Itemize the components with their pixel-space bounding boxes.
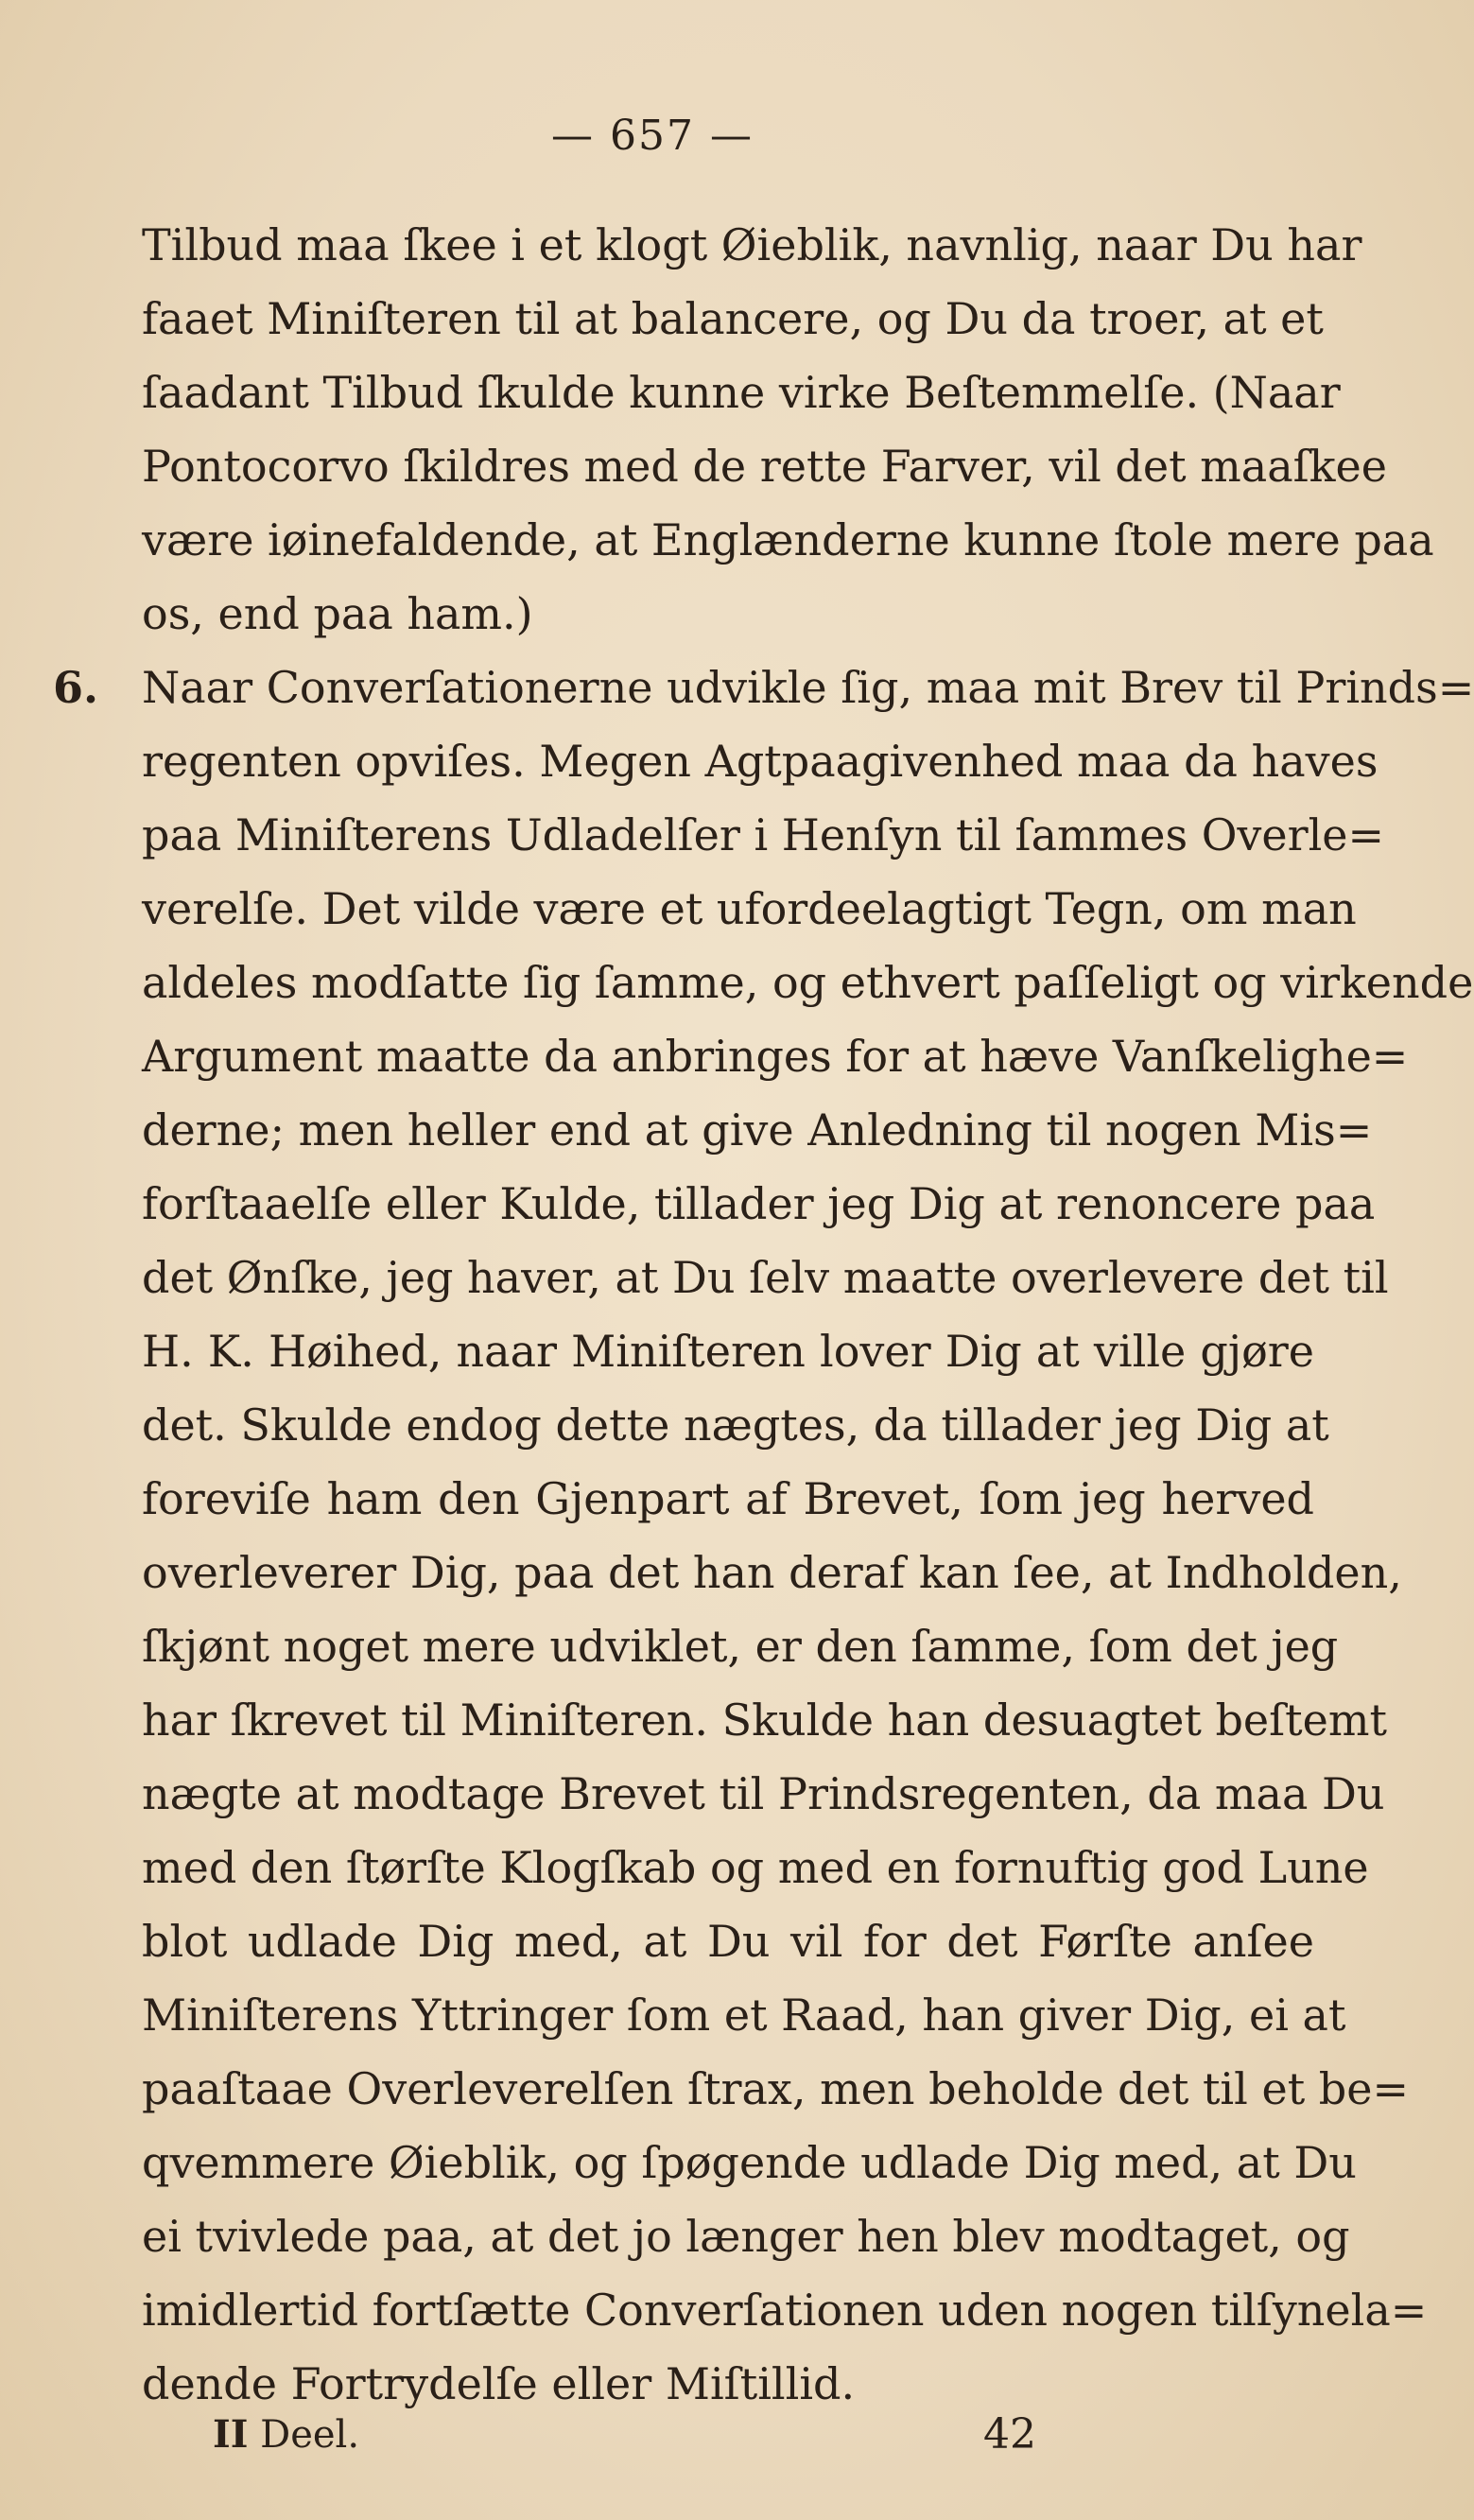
- text-line: ei tvivlede paa, at det jo længer hen blev modtaget, og: [142, 2211, 1350, 2262]
- text-line: overleverer Dig, paa det han deraf kan ſee, at Indholden,: [142, 1547, 1402, 1598]
- text-line: ſkjønt noget mere udviklet, er den ſamme, ſom det jeg: [142, 1621, 1339, 1672]
- text-line: Argument maatte da anbringes for at hæve Vanſkelighe=: [142, 1031, 1409, 1082]
- text-line: os, end paa ham.): [142, 588, 533, 639]
- text-line: imidlertid fortſætte Converſationen uden nogen tilſynela=: [142, 2285, 1428, 2336]
- text-line: med den ſtørſte Klogſkab og med en fornuftig god Lune: [142, 1842, 1369, 1893]
- text-line: være iøinefaldende, at Englænderne kunne ſtole mere paa: [142, 514, 1434, 565]
- text-line: faaet Miniſteren til at balancere, og Du da troer, at et: [142, 293, 1324, 344]
- text-line: paaſtaae Overleverelſen ſtrax, men beholde det til et be=: [142, 2063, 1410, 2114]
- text-line: det. Skulde endog dette nægtes, da tillader jeg Dig at: [142, 1399, 1329, 1451]
- text-line: derne; men heller end at give Anledning til nogen Mis=: [142, 1104, 1373, 1156]
- text-line: har ſkrevet til Miniſteren. Skulde han desuagtet beſtemt: [142, 1694, 1387, 1746]
- text-line: forſtaaelſe eller Kulde, tillader jeg Dig at renoncere paa: [142, 1178, 1376, 1229]
- signature-numeral: II: [213, 2412, 249, 2457]
- text-line: aldeles modſatte ſig ſamme, og ethvert paſſeligt og virkende: [142, 957, 1474, 1008]
- page-footer: [0, 2402, 1468, 2468]
- text-line: Pontocorvo ſkildres med de rette Farver, vil det maaſkee: [142, 441, 1387, 492]
- text-line: foreviſe ham den Gjenpart af Brevet, ſom jeg herved: [142, 1473, 1314, 1524]
- section-number: 6.: [53, 662, 99, 713]
- sheet-number: 42: [983, 2410, 1036, 2459]
- text-line: paa Miniſterens Udladelſer i Henſyn til ſammes Overle=: [142, 809, 1385, 860]
- text-line: regenten opviſes. Megen Agtpaagivenhed maa da haves: [142, 736, 1379, 787]
- page-number: — 657 —: [551, 112, 754, 160]
- text-line: blot udlade Dig med, at Du vil for det Førſte anſee: [142, 1916, 1314, 1967]
- text-line: Naar Converſationerne udvikle ſig, maa mit Brev til Prinds=: [142, 662, 1474, 713]
- text-line: Tilbud maa ſkee i et klogt Øieblik, navnlig, naar Du har: [142, 219, 1362, 270]
- text-line: verelſe. Det vilde være et ufordeelagtigt Tegn, om man: [142, 883, 1357, 934]
- text-line: det Ønſke, jeg haver, at Du ſelv maatte overlevere det til: [142, 1252, 1389, 1303]
- text-line: qvemmere Øieblik, og ſpøgende udlade Dig med, at Du: [142, 2137, 1357, 2188]
- text-line: Miniſterens Yttringer ſom et Raad, han giver Dig, ei at: [142, 1990, 1346, 2041]
- signature-label: Deel.: [260, 2413, 360, 2457]
- body-text: [53, 208, 1474, 2421]
- signature-mark: [213, 2402, 359, 2468]
- text-line: dende Fortrydelſe eller Miſtillid.: [142, 2358, 856, 2409]
- text-line: ſaadant Tilbud ſkulde kunne virke Beſtemmelſe. (Naar: [142, 367, 1341, 418]
- text-line: nægte at modtage Brevet til Prindsregenten, da maa Du: [142, 1768, 1385, 1819]
- text-line: H. K. Høihed, naar Miniſteren lover Dig at ville gjøre: [142, 1326, 1314, 1377]
